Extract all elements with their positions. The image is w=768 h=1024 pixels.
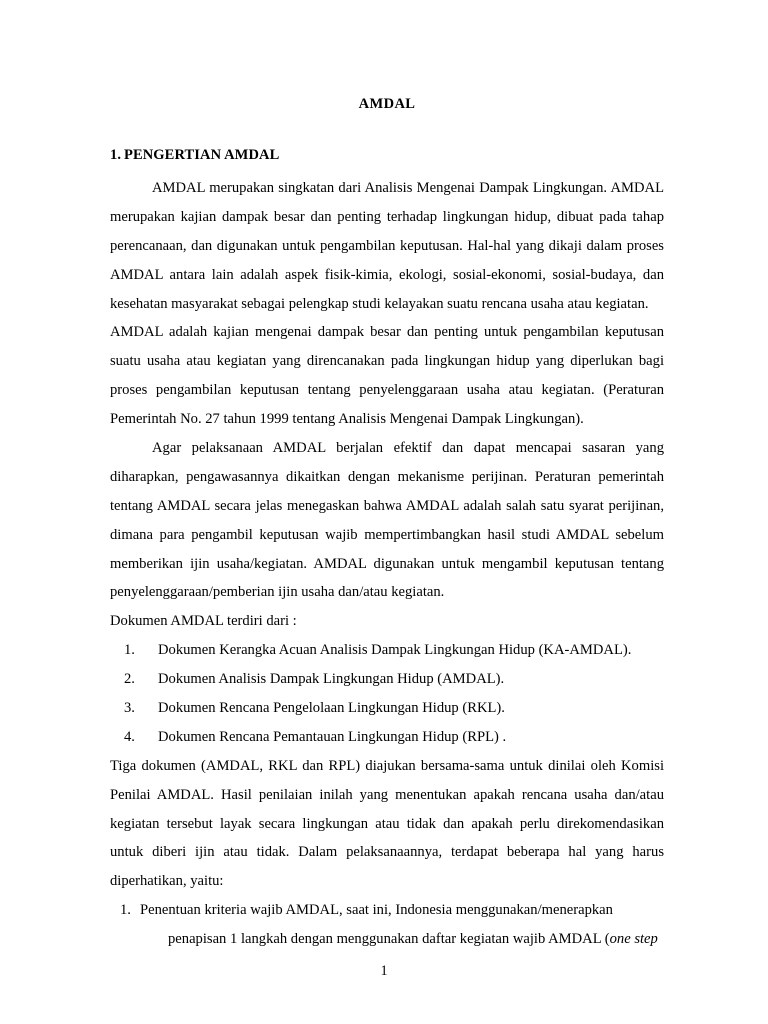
page-title: AMDAL (358, 96, 416, 112)
list-item-marker: 2. (124, 671, 135, 688)
note-line-2 (140, 925, 664, 954)
list-item (110, 896, 664, 954)
note-line-2-italic: one step (609, 931, 658, 948)
list-item-label: Dokumen Rencana Pengelolaan Lingkungan Hidup (RKL). (158, 700, 505, 717)
note-line-2-text: penapisan 1 langkah dengan menggunakan daftar kegiatan wajib AMDAL ( (168, 931, 610, 948)
paragraph-5: Tiga dokumen (AMDAL, RKL dan RPL) diajukan bersama-sama untuk dinilai oleh Komisi Penilai AMDAL. Hasil penilaian inilah yang menentukan apakah rencana usaha dan/atau kegiatan tersebut layak secara lingkungan atau tidak dan apakah perlu direkomendasikan untuk diberi ijin atau tidak. Dalam pelaksanaannya, terdapat beberapa hal yang harus diperhatikan, yaitu: (110, 757, 664, 890)
section-title: PENGERTIAN AMDAL (124, 147, 280, 163)
list-item-marker: 4. (124, 728, 135, 745)
document-list (110, 636, 664, 752)
section-heading (110, 147, 664, 164)
list-item-marker: 1. (120, 902, 131, 919)
list-item (110, 636, 664, 665)
paragraph-3: Agar pelaksanaan AMDAL berjalan efektif dan dapat mencapai sasaran yang diharapkan, pengawasannya dikaitkan dengan mekanisme perijinan. Peraturan pemerintah tentang AMDAL secara jelas menegaskan bahwa AMDAL adalah salah satu syarat perijinan, dimana para pengambil keputusan wajib mempertimbangkan hasil studi AMDAL sebelum memberikan ijin usaha/kegiatan. AMDAL digunakan untuk mengambil keputusan tentang penyelenggaraan/pemberian ijin usaha dan/atau kegiatan. (110, 440, 664, 601)
list-item-label: Dokumen Rencana Pemantauan Lingkungan Hidup (RPL) . (158, 728, 507, 745)
paragraph-4: Dokumen AMDAL terdiri dari : (110, 613, 297, 630)
section-number: 1. (110, 147, 122, 163)
list-item (110, 665, 664, 694)
list-item-marker: 3. (124, 700, 135, 717)
notes-list (110, 896, 664, 954)
list-item-marker: 1. (124, 642, 135, 659)
paragraph-1: AMDAL merupakan singkatan dari Analisis Mengenai Dampak Lingkungan. AMDAL merupakan kajian dampak besar dan penting terhadap lingkungan hidup, dibuat pada tahap perencanaan, dan digunakan untuk pengambilan keputusan. Hal-hal yang dikaji dalam proses AMDAL antara lain adalah aspek fisik-kimia, ekologi, sosial-ekonomi, sosial-budaya, dan kesehatan masyarakat sebagai pelengkap studi kelayakan suatu rencana usaha atau kegiatan. (110, 180, 664, 312)
list-item (110, 723, 664, 752)
list-item (110, 694, 664, 723)
paragraph-2: AMDAL adalah kajian mengenai dampak besar dan penting untuk pengambilan keputusan suatu usaha atau kegiatan yang direncanakan pada lingkungan hidup yang diperlukan bagi proses pengambilan keputusan tentang penyelenggaraan usaha atau kegiatan. (Peraturan Pemerintah No. 27 tahun 1999 tentang Analisis Mengenai Dampak Lingkungan). (110, 324, 664, 428)
list-item-label: Dokumen Kerangka Acuan Analisis Dampak Lingkungan Hidup (KA-AMDAL). (158, 642, 632, 659)
list-item-label (140, 896, 664, 954)
note-line-1: Penentuan kriteria wajib AMDAL, saat ini, Indonesia menggunakan/menerapkan (140, 902, 613, 919)
list-item-label: Dokumen Analisis Dampak Lingkungan Hidup (AMDAL). (158, 671, 505, 688)
page-number: 1 (380, 963, 388, 979)
